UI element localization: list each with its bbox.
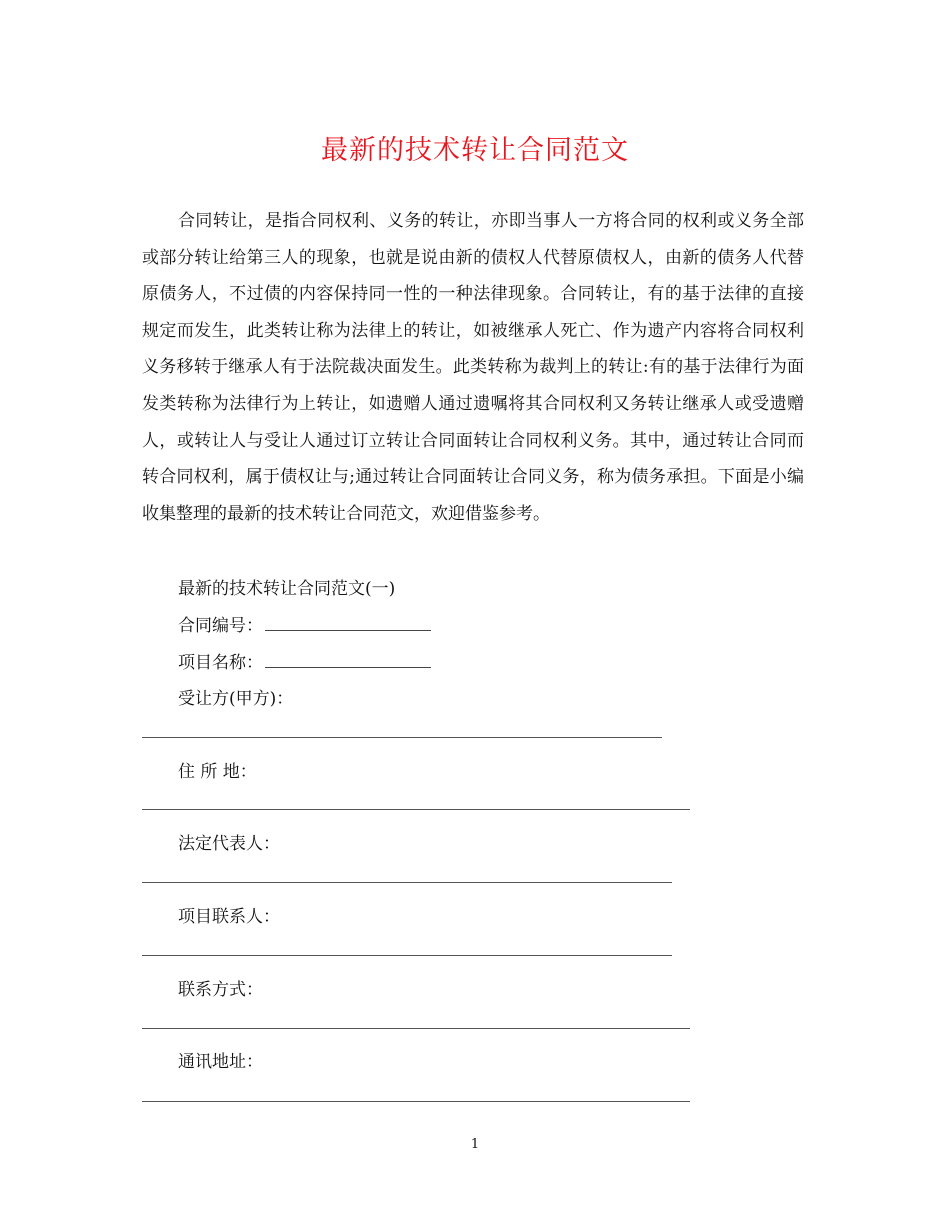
contract-number-row (178, 611, 431, 636)
contract-number-label: 合同编号： (178, 616, 263, 636)
section-heading: 最新的技术转让合同范文(一) (178, 579, 396, 599)
page-number: 1 (470, 1137, 480, 1152)
project-name-label: 项目名称： (178, 653, 263, 673)
legal-rep-label: 法定代表人： (178, 834, 280, 854)
address-label: 住 所 地： (178, 762, 257, 782)
mailing-address-blank-line[interactable] (142, 1101, 690, 1102)
document-title: 最新的技术转让合同范文 (321, 135, 629, 166)
project-name-blank[interactable] (265, 653, 431, 668)
address-blank-line[interactable] (142, 809, 690, 810)
contact-method-label: 联系方式： (178, 980, 263, 1000)
legal-rep-blank-line[interactable] (142, 882, 672, 883)
contact-method-blank-line[interactable] (142, 1028, 690, 1029)
project-contact-blank-line[interactable] (142, 955, 672, 956)
intro-paragraph: 合同转让，是指合同权利、义务的转让，亦即当事人一方将合同的权利或义务全部或部分转让给第三人的现象，也就是说由新的债权人代替原债权人，由新的债务人代替原债务人，不过债的内容保持同一性的一种法律现象。合同转让，有的基于法律的直接规定而发生，此类转让称为法律上的转让，如被继承人死亡、作为遗产内容将合同权利义务移转于继承人有于法院裁决面发生。此类转称为裁判上的转让:有的基于法律行为面发类转称为法律行为上转让，如遗赠人通过遗嘱将其合同权利又务转让继承人或受遗赠人，或转让人与受让人通过订立转让合同面转让合同权利义务。其中，通过转让合同而转合同权利，属于债权让与;通过转让合同面转让合同义务，称为债务承担。下面是小编收集整理的最新的技术转让合同范文，欢迎借鉴参考。 (142, 211, 804, 524)
project-contact-label: 项目联系人： (178, 907, 280, 927)
project-name-row (178, 648, 431, 673)
assignee-label: 受让方(甲方)： (178, 689, 294, 709)
assignee-blank-line[interactable] (142, 737, 662, 738)
contract-number-blank[interactable] (265, 616, 431, 631)
mailing-address-label: 通讯地址： (178, 1052, 263, 1072)
